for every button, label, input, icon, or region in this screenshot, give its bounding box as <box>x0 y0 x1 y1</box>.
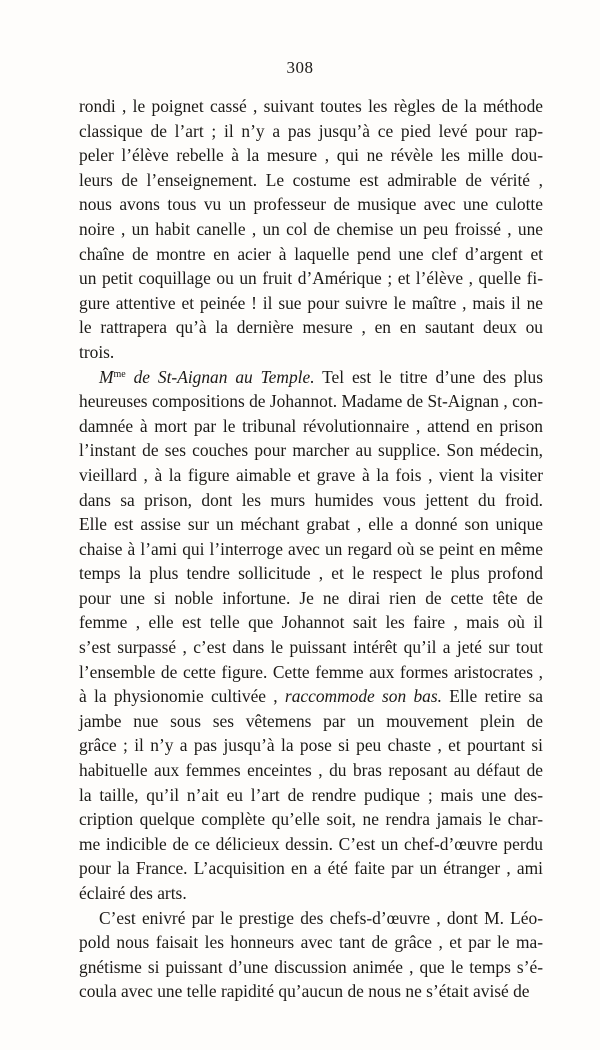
text-line <box>79 217 543 242</box>
text-line <box>79 340 543 365</box>
text-line <box>79 512 543 537</box>
text-line <box>79 463 543 488</box>
text-line <box>79 660 543 685</box>
text-run: rondi , le poignet cassé , suivant toutes les règles de la méthode <box>79 96 543 116</box>
text-run: pour une si noble infortune. Je ne dirai rien de cette tête de <box>79 587 543 608</box>
text-line <box>79 783 543 808</box>
text-line <box>79 955 543 980</box>
text-run: classique de l’art ; il n’y a pas jusqu’à ce pied levé pour rap- <box>79 120 543 141</box>
text-run: un petit coquillage ou un fruit d’Amérique ; et l’élève , quelle fi- <box>79 268 543 289</box>
text-run: leurs de l’enseignement. Le costume est admirable de vérité , <box>79 169 543 190</box>
text-line <box>79 365 543 390</box>
text-run: chaise à l’ami qui l’interroge avec un regard où se peint en même <box>79 538 543 559</box>
text-run: coula avec une telle rapidité qu’aucun de nous ne s’était avisé de <box>79 981 530 1002</box>
text-line <box>79 143 543 168</box>
text-run: trois. <box>79 341 115 362</box>
text-run: grâce ; il n’y a pas jusqu’à la pose si peu chaste , et pourtant si <box>79 735 543 756</box>
text-line <box>79 906 543 931</box>
text-run: Elle est assise sur un méchant grabat , elle a donné son unique <box>79 514 543 535</box>
text-run: damnée à mort par le tribunal révolutionnaire , attend en prison <box>79 415 543 436</box>
text-run: jambe nue sous ses vêtemens par un mouvement plein de <box>79 710 543 731</box>
text-line <box>79 758 543 783</box>
text-run: l’ensemble de cette figure. Cette femme aux formes aristocrates , <box>79 661 543 682</box>
text-line <box>79 635 543 660</box>
text-line <box>79 242 543 267</box>
body-text <box>79 94 543 1004</box>
text-line <box>79 586 543 611</box>
page-number: 308 <box>286 58 314 77</box>
text-line <box>79 94 543 119</box>
superscript: me <box>113 368 126 380</box>
text-run: dans sa prison, dont les murs humides vous jettent du froid. <box>79 489 543 510</box>
text-line <box>79 610 543 635</box>
text-line <box>79 537 543 562</box>
text-run: C’est enivré par le prestige des chefs-d’œuvre , dont M. Léo- <box>99 907 543 928</box>
text-line <box>79 709 543 734</box>
text-line <box>79 315 543 340</box>
text-line <box>79 266 543 291</box>
text-run: s’est surpassé , c’est dans le puissant intérêt qu’il a jeté sur tout <box>79 637 543 658</box>
paragraph <box>79 906 543 1004</box>
text-line <box>79 168 543 193</box>
text-line <box>79 119 543 144</box>
text-line <box>79 930 543 955</box>
text-run: pour la France. L’acquisition en a été faite par un étranger , ami <box>79 858 543 879</box>
paragraph <box>79 365 543 906</box>
text-line <box>79 438 543 463</box>
text-line <box>79 684 543 709</box>
text-run: nous avons tous vu un professeur de musique avec une culotte <box>79 194 543 215</box>
text-run: gnétisme si puissant d’une discussion animée , que le temps s’é- <box>79 956 543 977</box>
text-run: temps la plus tendre sollicitude , et le respect le plus profond <box>79 563 543 584</box>
text-run: la taille, qu’il n’ait eu l’art de rendre pudique ; mais une des- <box>79 784 543 805</box>
text-run: le rattrapera qu’à la dernière mesure , en en sautant deux ou <box>79 317 543 338</box>
text-run: éclairé des arts. <box>79 883 187 903</box>
text-line <box>79 192 543 217</box>
text-run: à la physionomie cultivée , <box>79 686 285 707</box>
text-run: Elle retire sa <box>441 686 544 707</box>
text-line <box>79 832 543 857</box>
text-line <box>79 979 543 1004</box>
text-run: me indicible de ce délicieux dessin. C’est un chef-d’œuvre perdu <box>79 833 543 854</box>
text-run: l’instant de ses couches pour marcher au supplice. Son médecin, <box>79 440 543 461</box>
text-run: peler l’élève rebelle à la mesure , qui ne révèle les mille dou- <box>79 145 543 166</box>
text-run: femme , elle est telle que Johannot sait les faire , mais où il <box>79 612 543 633</box>
text-line <box>79 881 543 906</box>
text-run: pold nous faisait les honneurs avec tant de grâce , et par le ma- <box>79 932 543 953</box>
text-run: noire , un habit canelle , un col de chemise un peu froissé , une <box>79 218 543 239</box>
text-run: cription quelque complète qu’elle soit, ne rendra jamais le char- <box>79 809 543 830</box>
italic-text: raccommode son bas. <box>284 686 442 707</box>
text-line <box>79 291 543 316</box>
italic-text: M <box>99 366 114 387</box>
text-line <box>79 807 543 832</box>
text-run: heureuses compositions de Johannot. Madame de St-Aignan , con- <box>79 391 543 412</box>
text-line <box>79 488 543 513</box>
paragraph <box>79 94 543 365</box>
text-line <box>79 733 543 758</box>
text-run: Tel est le titre d’une des plus <box>314 366 543 387</box>
italic-text: de St-Aignan au Temple. <box>125 366 315 387</box>
text-line <box>79 389 543 414</box>
text-line <box>79 414 543 439</box>
text-line <box>79 856 543 881</box>
text-line <box>79 561 543 586</box>
text-run: gure attentive et peinée ! il sue pour suivre le maître , mais il ne <box>79 292 543 313</box>
text-run: chaîne de montre en acier à laquelle pend une clef d’argent et <box>79 243 543 264</box>
text-run: vieillard , à la figure aimable et grave à la fois , vient la visiter <box>79 464 543 485</box>
text-run: habituelle aux femmes enceintes , du bras reposant au défaut de <box>79 760 543 781</box>
